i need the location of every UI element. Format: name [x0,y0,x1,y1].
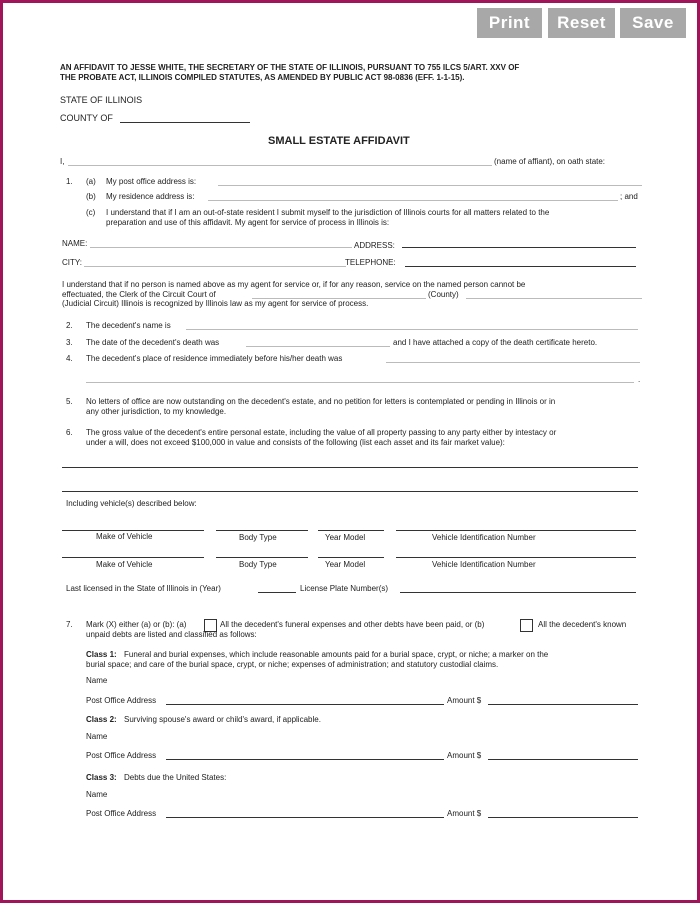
vehicle2-body-field[interactable] [216,557,308,558]
class2-text: Surviving spouse's award or child's award, if applicable. [124,715,321,724]
agent-address-label: ADDRESS: [354,241,395,250]
vehicle1-make-label: Make of Vehicle [96,532,153,541]
class2-label: Class 2: [86,715,117,724]
statute-heading-line1: AN AFFIDAVIT TO JESSE WHITE, THE SECRETARY OF THE STATE OF ILLINOIS, PURSUANT TO 755 ILCS 5/ART. XXV OF [60,63,520,72]
agent-address-field[interactable] [402,247,636,248]
vehicle1-make-field[interactable] [62,530,204,531]
item7-number: 7. [66,620,73,629]
option-b-text: All the decedent's known [538,620,627,629]
option-b-checkbox[interactable] [520,619,533,632]
vehicle2-year-field[interactable] [318,557,384,558]
item1c-line2: preparation and use of this affidavit. My agent for service of process in Illinois is: [106,218,390,227]
agent-name-label: NAME: [62,239,88,248]
class1-amount-field[interactable] [488,704,638,705]
item6-line2: under a will, does not exceed $100,000 in value and consists of the following (list each asset and its fair market value): [86,438,505,447]
affiant-i-label: I, [60,157,65,166]
affiant-name-field[interactable] [68,165,492,166]
vehicle1-body-field[interactable] [216,530,308,531]
agent-telephone-label: TELEPHONE: [345,258,396,267]
item4-number: 4. [66,354,73,363]
item1-number: 1. [66,177,73,186]
item3-text: The date of the decedent's death was [86,338,220,347]
class1-line1: Funeral and burial expenses, which include reasonable amounts paid for a burial space, crypt, or niche; a marker on the [124,650,549,659]
agent-telephone-field[interactable] [405,266,636,267]
agent-city-field[interactable] [84,266,346,267]
vehicle2-year-label: Year Model [325,560,366,569]
vehicle1-vin-field[interactable] [396,530,636,531]
class1-amount-label: Amount $ [447,696,482,705]
judicial-circuit-field[interactable] [466,298,642,299]
item1b-text: My residence address is: [106,192,195,201]
item4-end: . [638,375,641,384]
class2-amount-field[interactable] [488,759,638,760]
option-a-text: All the decedent's funeral expenses and other debts have been paid, or (b) [220,620,485,629]
class2-po-label: Post Office Address [86,751,157,760]
affiant-oath-text: (name of affiant), on oath state: [494,157,606,166]
residence-address-field[interactable] [208,200,618,201]
service-text-line3: (Judicial Circuit) Illinois is recognized by Illinois law as my agent for service of process. [62,299,369,308]
service-text-line1: I understand that if no person is named above as my agent for service or, if for any reason, service on the named person cannot be [62,280,526,289]
item5-line1: No letters of office are now outstanding on the decedent's estate, and no petition for letters is contemplated or pending in Illinois or in [86,397,556,406]
class1-name-label: Name [86,676,108,685]
class1-po-field[interactable] [166,704,444,705]
class3-label: Class 3: [86,773,117,782]
agent-name-field[interactable] [90,247,352,248]
county-field[interactable] [120,122,250,123]
vehicle2-vin-field[interactable] [396,557,636,558]
state-label: STATE OF ILLINOIS [60,95,143,105]
document-title: SMALL ESTATE AFFIDAVIT [268,135,410,147]
item6-number: 6. [66,428,73,437]
last-licensed-label: Last licensed in the State of Illinois in (Year) [66,584,221,593]
residence-before-death-field[interactable] [386,362,640,363]
item1a-label: (a) [86,177,96,186]
item1b-end: ; and [620,192,638,201]
class1-line2: burial space; and care of the burial space, crypt, or niche; expenses of administration; and statutory custodial claims. [86,660,499,669]
class1-po-label: Post Office Address [86,696,157,705]
county-suffix: (County) [428,290,459,299]
assets-field-2[interactable] [62,491,638,492]
class2-name-label: Name [86,732,108,741]
class3-amount-field[interactable] [488,817,638,818]
item5-number: 5. [66,397,73,406]
decedent-name-field[interactable] [186,329,638,330]
vehicle1-year-field[interactable] [318,530,384,531]
item7-line2: unpaid debts are listed and classified as follows: [86,630,257,639]
plate-number-field[interactable] [400,592,636,593]
vehicle1-body-label: Body Type [239,533,277,542]
agent-city-label: CITY: [62,258,83,267]
class1-label: Class 1: [86,650,117,659]
item2-text: The decedent's name is [86,321,171,330]
statute-heading-line2: THE PROBATE ACT, ILLINOIS COMPILED STATUTES, AS AMENDED BY PUBLIC ACT 98-0836 (EFF. 1-1-15). [60,73,465,82]
reset-button[interactable]: Reset [548,8,615,38]
date-of-death-field[interactable] [246,346,390,347]
vehicle1-vin-label: Vehicle Identification Number [432,533,536,542]
class3-amount-label: Amount $ [447,809,482,818]
vehicle2-make-field[interactable] [62,557,204,558]
item1c-label: (c) [86,208,96,217]
print-button[interactable]: Print [477,8,542,38]
county-label: COUNTY OF [60,113,113,123]
post-office-address-field[interactable] [218,185,642,186]
item1b-label: (b) [86,192,96,201]
residence-before-death-field-2[interactable] [86,382,634,383]
class3-text: Debts due the United States: [124,773,227,782]
plate-number-label: License Plate Number(s) [300,584,389,593]
assets-field-1[interactable] [62,467,638,468]
item5-line2: any other jurisdiction, to my knowledge. [86,407,227,416]
class3-po-field[interactable] [166,817,444,818]
item6-line1: The gross value of the decedent's entire personal estate, including the value of all property passing to any party either by intestacy or [86,428,557,437]
class3-name-label: Name [86,790,108,799]
item3-number: 3. [66,338,73,347]
item7-mark-text: Mark (X) either (a) or (b): (a) [86,620,187,629]
vehicle2-vin-label: Vehicle Identification Number [432,560,536,569]
item2-number: 2. [66,321,73,330]
licensed-year-field[interactable] [258,592,296,593]
item3-suffix: and I have attached a copy of the death certificate hereto. [393,338,598,347]
vehicles-intro: Including vehicle(s) described below: [66,499,197,508]
vehicle1-year-label: Year Model [325,533,366,542]
class2-po-field[interactable] [166,759,444,760]
save-button[interactable]: Save [620,8,686,38]
item1a-text: My post office address is: [106,177,197,186]
item4-text: The decedent's place of residence immediately before his/her death was [86,354,343,363]
service-text-line2: effectuated, the Clerk of the Circuit Court of [62,290,216,299]
vehicle2-body-label: Body Type [239,560,277,569]
item1c-line1: I understand that if I am an out-of-state resident I submit myself to the jurisdiction of Illinois courts for all matters related to the [106,208,550,217]
class2-amount-label: Amount $ [447,751,482,760]
class3-po-label: Post Office Address [86,809,157,818]
vehicle2-make-label: Make of Vehicle [96,560,153,569]
